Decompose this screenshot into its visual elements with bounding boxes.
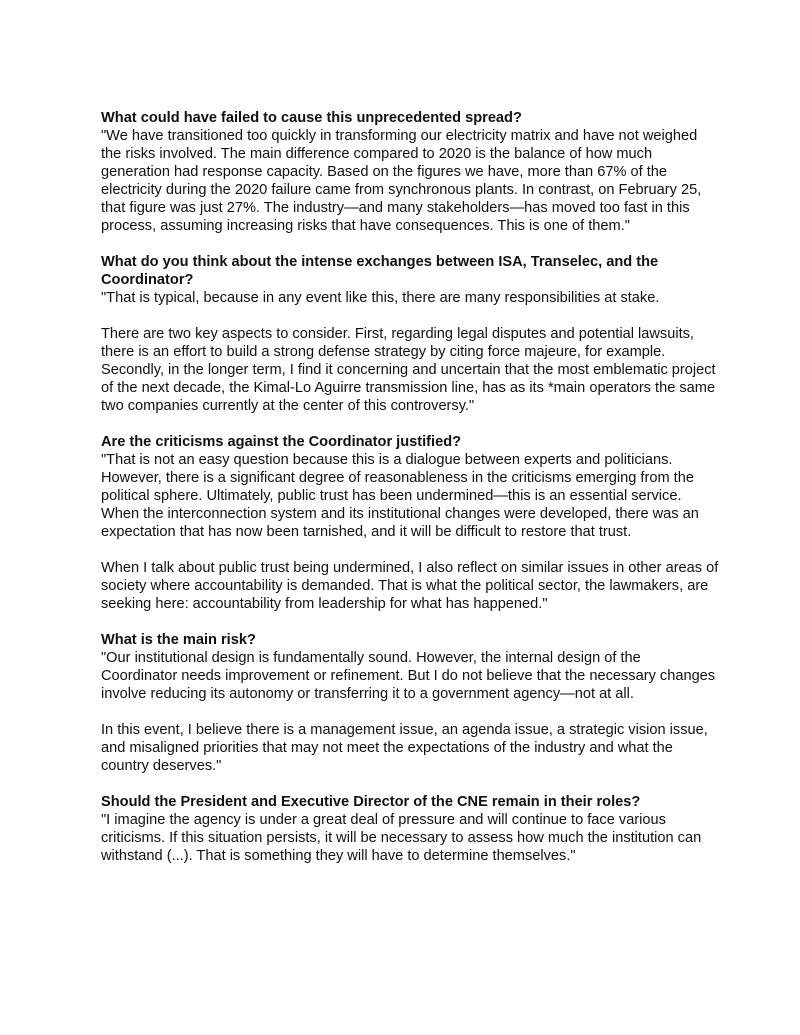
answer-paragraph: "We have transitioned too quickly in transforming our electricity matrix and have not weighed the risks involved. The main difference compared to 2020 is the balance of how much generation had response capacity. Based on the figures we have, more than 67% of the electricity during the 2020 failure came from synchronous plants. In contrast, on February 25, that figure was just 27%. The industry—and many stakeholders—has moved too fast in this process, assuming increasing risks that have consequences. This is one of them." <box>101 128 702 234</box>
answer-paragraph: "That is typical, because in any event like this, there are many responsibilities at stake. <box>101 290 660 306</box>
qa-section-5 <box>101 793 721 865</box>
answer-paragraph: In this event, I believe there is a management issue, an agenda issue, a strategic vision issue, and misaligned priorities that may not meet the expectations of the industry and what the country deserves." <box>101 722 708 774</box>
answer-paragraph: When I talk about public trust being undermined, I also reflect on similar issues in other areas of society where accountability is demanded. That is what the political sector, the lawmakers, are seeking here: accountability from leadership for what has happened." <box>101 560 719 612</box>
question-heading: What could have failed to cause this unprecedented spread? <box>101 110 522 126</box>
question-heading: What do you think about the intense exchanges between ISA, Transelec, and the Coordinator? <box>101 254 659 288</box>
qa-section-4 <box>101 631 721 775</box>
answer-paragraph: "That is not an easy question because this is a dialogue between experts and politicians. However, there is a significant degree of reasonableness in the criticisms emerging from the political sphere. Ultimately, public trust has been undermined—this is an essential service. When the interconnection system and its institutional changes were developed, there was an expectation that has now been tarnished, and it will be difficult to restore that trust. <box>101 452 699 540</box>
question-heading: Should the President and Executive Director of the CNE remain in their roles? <box>101 794 641 810</box>
answer-paragraph: There are two key aspects to consider. First, regarding legal disputes and potential lawsuits, there is an effort to build a strong defense strategy by citing force majeure, for example. Secondly, in the longer term, I find it concerning and uncertain that the most emblematic project of the next decade, the Kimal-Lo Aguirre transmission line, has as its *main operators the same two companies currently at the center of this controversy." <box>101 326 716 414</box>
question-heading: What is the main risk? <box>101 632 256 648</box>
qa-section-1 <box>101 109 721 235</box>
qa-section-3 <box>101 433 721 613</box>
question-heading: Are the criticisms against the Coordinator justified? <box>101 434 462 450</box>
answer-paragraph: "I imagine the agency is under a great deal of pressure and will continue to face various criticisms. If this situation persists, it will be necessary to assess how much the institution can withstand (...). That is something they will have to determine themselves." <box>101 812 702 864</box>
qa-section-2 <box>101 253 721 415</box>
answer-paragraph: "Our institutional design is fundamentally sound. However, the internal design of the Coordinator needs improvement or refinement. But I do not believe that the necessary changes involve reducing its autonomy or transferring it to a government agency—not at all. <box>101 650 716 702</box>
interview-document <box>101 109 721 883</box>
